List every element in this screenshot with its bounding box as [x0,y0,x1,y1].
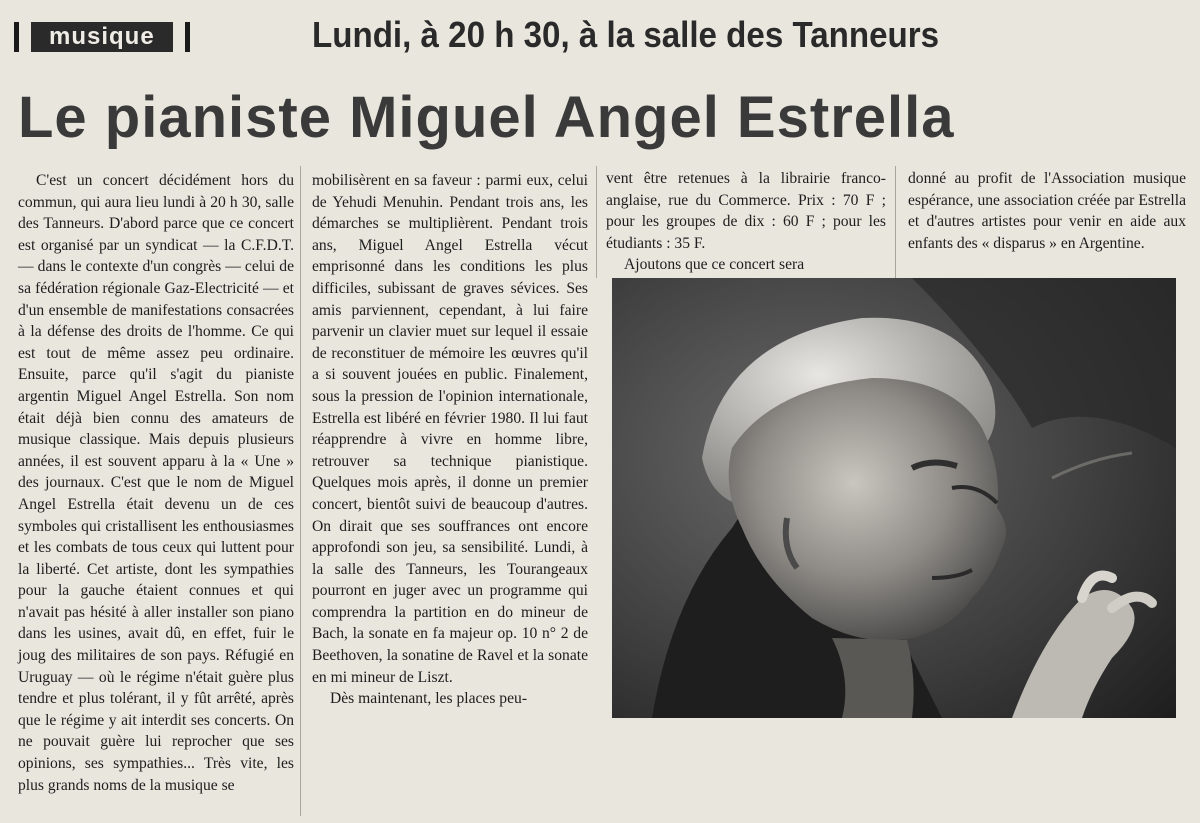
rubric-left-bar [14,22,19,52]
pianist-photo [612,278,1176,718]
column-rule [895,166,896,278]
column-rule [596,166,597,278]
paragraph: Dès maintenant, les places peu- [330,690,528,708]
portrait-image [612,278,1176,718]
paragraph: mobilisèrent en sa faveur : parmi eux, celui de Yehudi Menuhin. Pendant trois ans, les démarches se multiplièrent. Pendant trois ans, Miguel Angel Estrella vécut emprisonné dans les conditions les plus difficiles, subissant de graves sévices. Ses amis parviennent, cependant, à lui faire parvenir un clavier muet sur lequel il essaie de reconstituer de mémoire les œuvres qu'il a si souvent jouées en public. Finalement, sous la pression de l'opinion internationale, Estrella est libéré en février 1980. Il lui faut réapprendre à vivre en homme libre, retrouver sa technique pianistique. Quelques mois après, il donne un premier concert, bientôt suivi de beaucoup d'autres. On dirait que ses souffrances ont encore approfondi son jeu, sa sensibilité. Lundi, à la salle des Tanneurs, les Tourangeaux pourront en juger avec un programme qui comprendra la partition en do mineur de Bach, la sonate en fa majeur op. 10 n° 2 de Beethoven, la sonatine de Ravel et la sonate en mi mineur de Liszt. [312,172,588,686]
rubric-banner [14,18,284,56]
paragraph: C'est un concert décidément hors du commun, qui aura lieu lundi à 20 h 30, salle des Tanneurs. D'abord parce que ce concert est organisé par un syndicat — la C.F.D.T. — dans le contexte d'un congrès — celui de sa fédération régionale Gaz-Electricité — et d'un ensemble de manifestations consacrées à la défense des droits de l'homme. Ce qui est tout de même assez peu ordinaire. Ensuite, parce qu'il s'agit du pianiste argentin Miguel Angel Estrella. Son nom était déjà bien connu des amateurs de musique classique. Mais depuis plusieurs années, il est souvent apparu à la « Une » des journaux. C'est que le nom de Miguel Angel Estrella était devenu un de ces symboles qui cristallisent les enthousiasmes et les combats de tous ceux qui luttent pour la liberté. Cet artiste, dont les sympathies pour la gauche étaient connues et qui n'avait pas hésité à aller installer son piano dans les usines, avait dû, en effet, fuir le joug des militaires de son pays. Réfugié en Uruguay — où le régime n'était guère plus tendre et plus tolérant, il y fût arrêté, après que le régime y ait interdit ses concerts. On ne pouvait guère lui reprocher que ses opinions, ses sympathies... Très vite, les plus grands noms de la musique se [18,172,294,794]
article-column-2 [312,170,588,810]
paragraph: vent être retenues à la librairie franco-anglaise, rue du Commerce. Prix : 70 F ; pour les groupes de dix : 60 F ; pour les étudiants : 35 F. [606,170,886,252]
rubric-label: musique [31,22,173,52]
article-column-1 [18,170,294,810]
subheadline: Lundi, à 20 h 30, à la salle des Tanneurs [312,14,940,55]
article-column-3 [606,168,886,274]
column-rule [300,166,301,816]
paragraph: donné au profit de l'Association musique espérance, une association créée par Estrella et d'autres artistes pour venir en aide aux enfants des « disparus » en Argentine. [908,170,1186,252]
headline: Le pianiste Miguel Angel Estrella [18,85,955,150]
paragraph: Ajoutons que ce concert sera [624,256,805,274]
article-column-4 [908,168,1186,268]
rubric-right-bar [185,22,190,52]
